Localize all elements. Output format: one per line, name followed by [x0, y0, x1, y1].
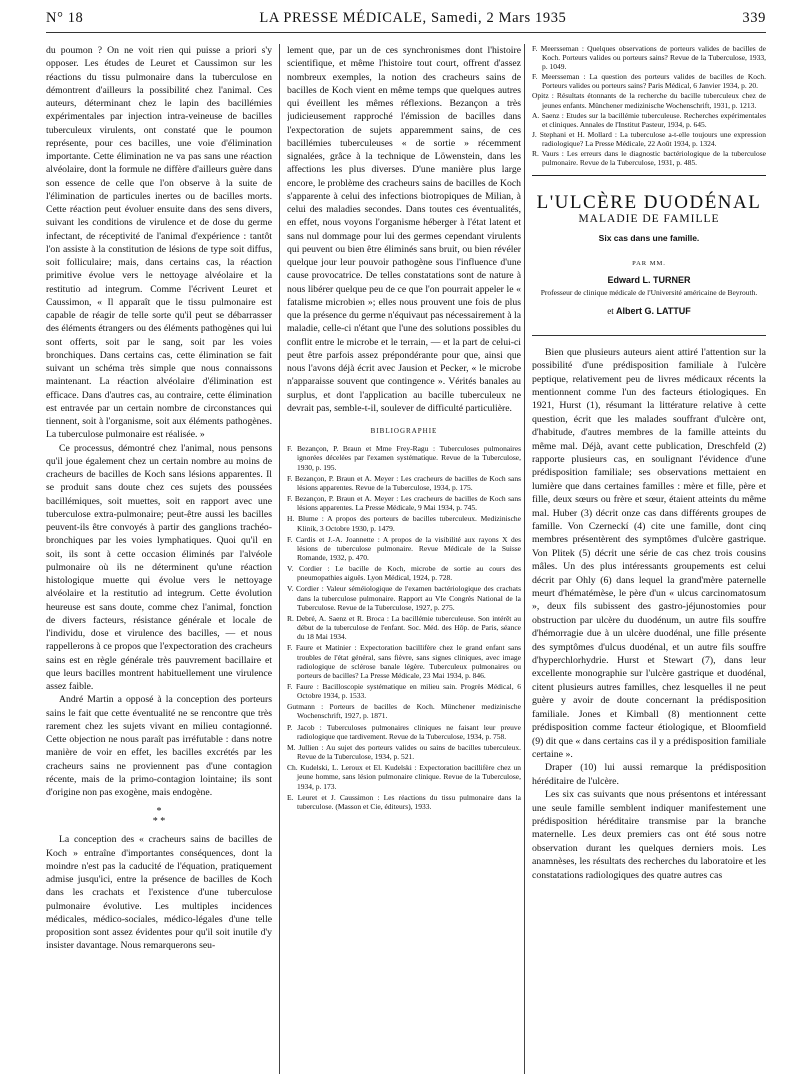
- page-number: 339: [742, 10, 766, 26]
- byline-second-author: [532, 305, 766, 318]
- article-columns: [46, 44, 766, 1074]
- bibliography-entry: H. Blume : A propos des porteurs de bacilles tuberculeux. Medizinische Klinik, 3 Octobre 1930, p. 1479.: [287, 514, 521, 533]
- column-1: [46, 44, 272, 1074]
- bibliography-entry: F. Bezançon, P. Braun et Mme Frey-Ragu : Tuberculoses pulmonaires ignorées décelées par l'examen systématique. Revue de la Tuberculose, 1930, p. 195.: [287, 444, 521, 472]
- bibliography-entry: F. Cardis et J.-A. Joannette : A propos de la visibilité aux rayons X des lésions de tuberculose pulmonaire. Revue Médicale de la Suisse Romande, 1932, p. 470.: [287, 534, 521, 562]
- journal-title-line: [259, 10, 566, 27]
- bibliography-entry: A. Saenz : Etudes sur la bacillémie tuberculeuse. Recherches expérimentales et cliniques. Annales de l'Institut Pasteur, 1934, p. 645.: [532, 110, 766, 129]
- bibliography-entry: V. Cordier : Le bacille de Koch, microbe de sortie au cours des pneumopathies aiguës. Lyon Médical, 1924, p. 728.: [287, 564, 521, 583]
- bibliography-entry: R. Debré, A. Saenz et R. Broca : La bacillémie tuberculeuse. Son intérêt au début de la tuberculose de l'enfant. Soc. Méd. des Hôp. de Paris, séance du 18 Mai 1934.: [287, 613, 521, 642]
- page-header: [46, 10, 766, 33]
- paragraph: Bien que plusieurs auteurs aient attiré l'attention sur la possibilité d'une prédisposition familiale à l'ulcère peptique, relativement peu de livres médicaux récents la mentionnent comme l'un des facteurs étiologiques. En 1921, Hurst (1), résumant la littérature relative à cette question, écrit que les malades souffrant d'ulcère ont, d'habitude, d'autres membres de la famille atteints du même mal. Déjà, avant cette publication, Dreschfeld (2) rapporte plusieurs cas, en soulignant l'évidence d'une prédisposition familiale; ses observations mettaient en lumière que dans certaines familles : mère et fille, père et fille, deux sœurs ou frère et sœur, étaient atteints du même mal. Huber (3) décrit onze cas dans différents groupes de famille. Von Czerneckí (4) cite une famille, dont cinq membres présentèrent des symptômes d'ulcère gastrique. Von Plitek (5) décrit une série de cas chez trois cousins mâles. Un des plus intéressants groupements est celui décrit par Ohly (6) dans lequel la grand'mère paternelle meurt d'hématémèse, le père d'un « ulcus carcinomatosum », deux fils subissent des gastro-jéjunostomies pour obstruction par ulcère du duodénum, un autre fils souffre d'hémorragie due à un ulcère duodénal, une fille présente des symptômes d'ulcus duodénal, et un autre fils souffre d'hyperchlorhydrie. Hurst et Stewart (7), dans leur excellente monographie sur l'ulcère gastrique et duodénal, citent plusieurs autres familles, chez lesquelles il ne peut guère y avoir de doute concernant la prédisposition familiale. Jones et Kimball (8) mentionnent cette prédisposition comme facteur étiologique, et Bloomfield (9) dit que « dans certains cas il y a prédisposition familiale certaine ».: [532, 346, 766, 760]
- separator-stars: * *: [152, 816, 166, 828]
- bibliography-entry: E. Leuret et J. Caussimon : Les réactions du tissu pulmonaire dans la tuberculose. (Masson et Cie, éditeurs), 1933.: [287, 792, 521, 811]
- bibliography-entry: F. Faure : Bacilloscopie systématique en milieu sain. Progrès Médical, 6 Octobre 1934, p. 1533.: [287, 682, 521, 701]
- journal-title: LA PRESSE MÉDICALE,: [259, 10, 427, 26]
- paragraph: lement que, par un de ces synchronismes dont l'histoire scientifique, et même l'histoire tout court, offrent d'assez nombreux exemples, la notion des cracheurs sains de bacilles de Koch vient en même temps que quelques autres qui éveillent les mêmes réflexions. Bezançon a très judicieusement rapproché l'émission de bacilles dans l'expectoration de sujets apparemment sains, de ces bacillémies tuberculeuses « de sortie » récemment signalées, grâce à la technique de Löwenstein, dans les affections les plus diverses. D'une manière plus large encore, le problème des cracheurs sains de bacilles de Koch s'apparente à celui des infections biotropiques de Milian, à celui des maladies secondes. Dans toutes ces éventualités, en effet, nous voyons l'organisme héberger à l'état latent et sans nul dommage pour lui des germes cependant virulents qui peuvent ou bien être éliminés sans bruit, ou bien révéler quelque jour leur pouvoir pathogène sous l'influence d'une cause provocatrice. De telles constatations sont de nature à nous libérer quelque peu de ce que l'on pourrait appeler le « fatalisme microbien »; elles nous prouvent une fois de plus que la présence du germe n'équivaut pas nécessairement à la maladie, celle-ci n'étant que l'une des solutions possibles du conflit entre le microbe et le terrain, — et la part de celui-ci peut être parfois assez prépondérante pour que, ainsi que nous l'avons déjà écrit avec Jausion et Pecker, « le microbe n'apparaisse souvent que contingence ». Vérités banales au surplus, et dont l'application au bacille tuberculeux ne devrait pas, semble-t-il, soulever de difficulté particulière.: [287, 45, 521, 414]
- paragraph: Les six cas suivants que nous présentons et intéressant une seule famille semblent indiquer manifestement une prédisposition héréditaire transmise par la branche maternelle. Les deux premiers cas ont été sous notre observation durant les quelques derniers mois. Les anamnèses, les résultats des recherches du laboratoire et les constatations radiologiques des quatre autres cas: [532, 789, 766, 881]
- bibliography-continued: [532, 44, 766, 167]
- bibliography-entry: F. Meersseman : Quelques observations de porteurs valides de bacilles de Koch. Porteurs valides ou porteurs sains? Revue de la Tuberculose, 1933, p. 1049.: [532, 44, 766, 72]
- byline-prefix: PAR MM.: [632, 259, 666, 267]
- bibliography-entry: V. Cordier : Valeur séméiologique de l'examen bactériologique des crachats dans la tuberculose pulmonaire. Rapport au VIe Congrès National de la Tuberculose. Revue de la Tuberculose, 1927, p. 275.: [287, 584, 521, 612]
- section-separator: [46, 807, 272, 827]
- paragraph: André Martin a opposé à la conception des porteurs sains le fait que cette éventualité ne se rencontre que très rarement chez les sujets vivant en milieu contagionné. Cette objection ne nous paraît pas irréfutable : dans notre manière de voir en effet, les bacilles excrétés par les cracheurs sains ne proviennent pas d'une contagion récente, mais de la primo-contagion lointaine; ils sont d'origine non pas exogène, mais endogène.: [46, 694, 272, 798]
- column-divider: [524, 44, 525, 1074]
- bibliography-entry: F. Meersseman : La question des porteurs valides de bacilles de Koch. Porteurs valides ou porteurs sains? Paris Médical, 6 Janvier 1934, p. 20.: [532, 72, 766, 91]
- issue-date: Samedi, 2 Mars 1935: [430, 10, 567, 26]
- bibliography-list: [287, 444, 521, 811]
- bibliography-entry: F. Bezançon, P. Braun et A. Meyer : Les cracheurs de bacilles de Koch sans lésions apparentes. La Presse Médicale, 9 Mai 1934, p. 745.: [287, 494, 521, 513]
- bibliography-entry: Ch. Kudelski, L. Leroux et El. Kudelski : Expectoration bacillifère chez un jeune homme, sans lésion pulmonaire clinique. Revue de la Tuberculose, 1934, p. 173.: [287, 763, 521, 791]
- article-separator: [532, 175, 766, 176]
- byline-divider: [532, 335, 766, 336]
- paragraph: La conception des « cracheurs sains de bacilles de Koch » entraîne d'importantes conséquences, dont la moindre n'est pas la caducité de l'équation, pratiquement admise jusqu'ici, entre la présence de bacilles de Koch dans les crachats et l'existence d'une tuberculose pulmonaire évolutive. Les multiples incidences médicales, médico-sociales, médico-légales d'une telle proposition sont assez évidentes pour qu'il soit inutile d'y insister davantage. Nous remarquerons seu-: [46, 834, 272, 952]
- article-tagline: Six cas dans une famille.: [598, 232, 700, 243]
- column-2: [287, 44, 521, 1074]
- bibliography-entry: R. Vaurs : Les erreurs dans le diagnostic bactériologique de la tuberculose pulmonaire. Revue de la Tuberculose, 1931, p. 485.: [532, 149, 766, 168]
- bibliography-entry: Gutmann : Porteurs de bacilles de Koch. Münchener medizinische Wochenschrift, 1927, p. 1871.: [287, 702, 521, 721]
- column-3: [532, 44, 766, 1074]
- bibliography-entry: M. Jullien : Au sujet des porteurs valides ou sains de bacilles tuberculeux. Revue de la Tuberculose, 1934, p. 521.: [287, 742, 521, 762]
- author-affiliation: Professeur de clinique médicale de l'Université américaine de Beyrouth.: [540, 288, 758, 298]
- bibliography-entry: F. Faure et Matinier : Expectoration bacillifère chez le grand enfant sans troubles de l'état général, sans fièvre, sans signes cliniques, avec image radiologique de sclérose banale légère. Tuberculeux pulmonaires ou porteurs de bacilles? La Presse Médicale, 23 Mai 1934, p. 846.: [287, 643, 521, 680]
- separator-star: *: [156, 806, 162, 818]
- paragraph: du poumon ? On ne voit rien qui puisse a priori s'y opposer. Les études de Leuret et Caussimon sur les réactions du tissu pulmonaire dans la tuberculose en démontrent d'ailleurs la possibilité chez l'animal. Ces auteurs, déterminant chez le lapin des bacillémies expérimentales par injection intra-veineuse de bacilles tuberculeux virulents, ont constaté que le poumon représente, pour ces bacilles, une voie d'élimination importante. Cette élimination ne va pas sans une réaction alvéolaire, dont la formule ne diffère d'ailleurs guère dans son essence de celle que l'on observe à la suite de l'élimination de particules inertes ou de bacilles morts. Cette réaction peut évoluer ensuite dans des sens divers, suivant les conditions de virulence et de dose du germe infectant, de réceptivité de l'animal d'expérience : tantôt l'on assiste à la constitution de lésions de type soit diffus, soit folliculaire; mais, dans certains cas, la réaction primitive évolue vers le nettoyage alvéolaire et la restitutio ad integrum. Comme l'écrivent Leuret et Caussimon, « Il apparaît que le tissu pulmonaire est capable de réagir de telle sorte qu'il peut se débarrasser des éléments étrangers ou des éléments pathogènes qui lui sont offerts, soit par le sang, soit par les voies bronchiques. Dans certains cas, cette élimination se fait suivant un schéma très simple que nous connaissons maintenant. La réaction alvéolaire d'élimination est efficace. Dans d'autres cas, au contraire, cette élimination est entravée par un certain nombre de circonstances qui tiennent, soit à l'organisme, soit aux éléments pathogènes. La tuberculose pulmonaire est réalisée. »: [46, 45, 272, 441]
- author-name: Edward L. TURNER: [607, 275, 691, 286]
- article-body: [532, 346, 766, 882]
- column-divider: [279, 44, 280, 1074]
- bibliography-heading: BIBLIOGRAPHIE: [370, 427, 438, 435]
- bibliography-entry: P. Jacob : Tuberculoses pulmonaires cliniques ne faisant leur preuve radiologique que tardivement. Revue de la Tuberculose, 1934, p. 758.: [287, 722, 521, 741]
- paragraph: Ce processus, démontré chez l'animal, nous pensons qu'il joue également chez un certain nombre au moins de cracheurs de bacilles de Koch sans lésions apparentes. Il se produit sans doute chez ces sujets des poussées bacillémiques, soit muettes, soit en rapport avec une tuberculose extra-pulmonaire; peut-être aussi les bacilles peuvent-ils être convoyés à partir des ganglions trachéo-bronchiques par les voies lymphatiques. Quoi qu'il en soit, ils sont à cette occasion éliminés par l'alvéole pulmonaire où ils ne déterminent qu'une réaction histologique muette qui évolue vers le nettoyage alvéolaire et la restitutio ad integrum. Cette évolution heureuse est sans doute, comme chez l'animal, fonction de divers facteurs, résistance générale et locale de l'individu, dose et virulence des bacilles, — et nous rappellerons à ce propos que l'expectoration des cracheurs sains est en règle générale très pauvrement bacillaire et que leurs bacilles montrent habituellement une virulence assez faible.: [46, 442, 272, 692]
- bibliography-entry: J. Stephani et H. Mollard : La tuberculose a-t-elle toujours une expression radiologique? La Presse Médicale, 22 Août 1934, p. 1324.: [532, 129, 766, 148]
- paragraph: Draper (10) lui aussi remarque la prédisposition héréditaire de l'ulcère.: [532, 762, 766, 787]
- author-name: Albert G. LATTUF: [615, 306, 691, 317]
- bibliography-entry: F. Bezançon, P. Braun et A. Meyer : Les cracheurs de bacilles de Koch sans lésions apparentes. Revue de la Tuberculose, 1934, p. 175.: [287, 473, 521, 492]
- article-subtitle: MALADIE DE FAMILLE: [578, 213, 720, 226]
- issue-number: N° 18: [46, 10, 84, 26]
- article-title: L'ULCÈRE DUODÉNAL: [536, 192, 762, 214]
- bibliography-entry: Opitz : Résultats étonnants de la recherche du bacille tuberculeux chez de jeunes enfants. Münchener medizinische Wochenschrift, 1931, p. 1213.: [532, 91, 766, 110]
- byline-conjunction: et: [607, 306, 614, 317]
